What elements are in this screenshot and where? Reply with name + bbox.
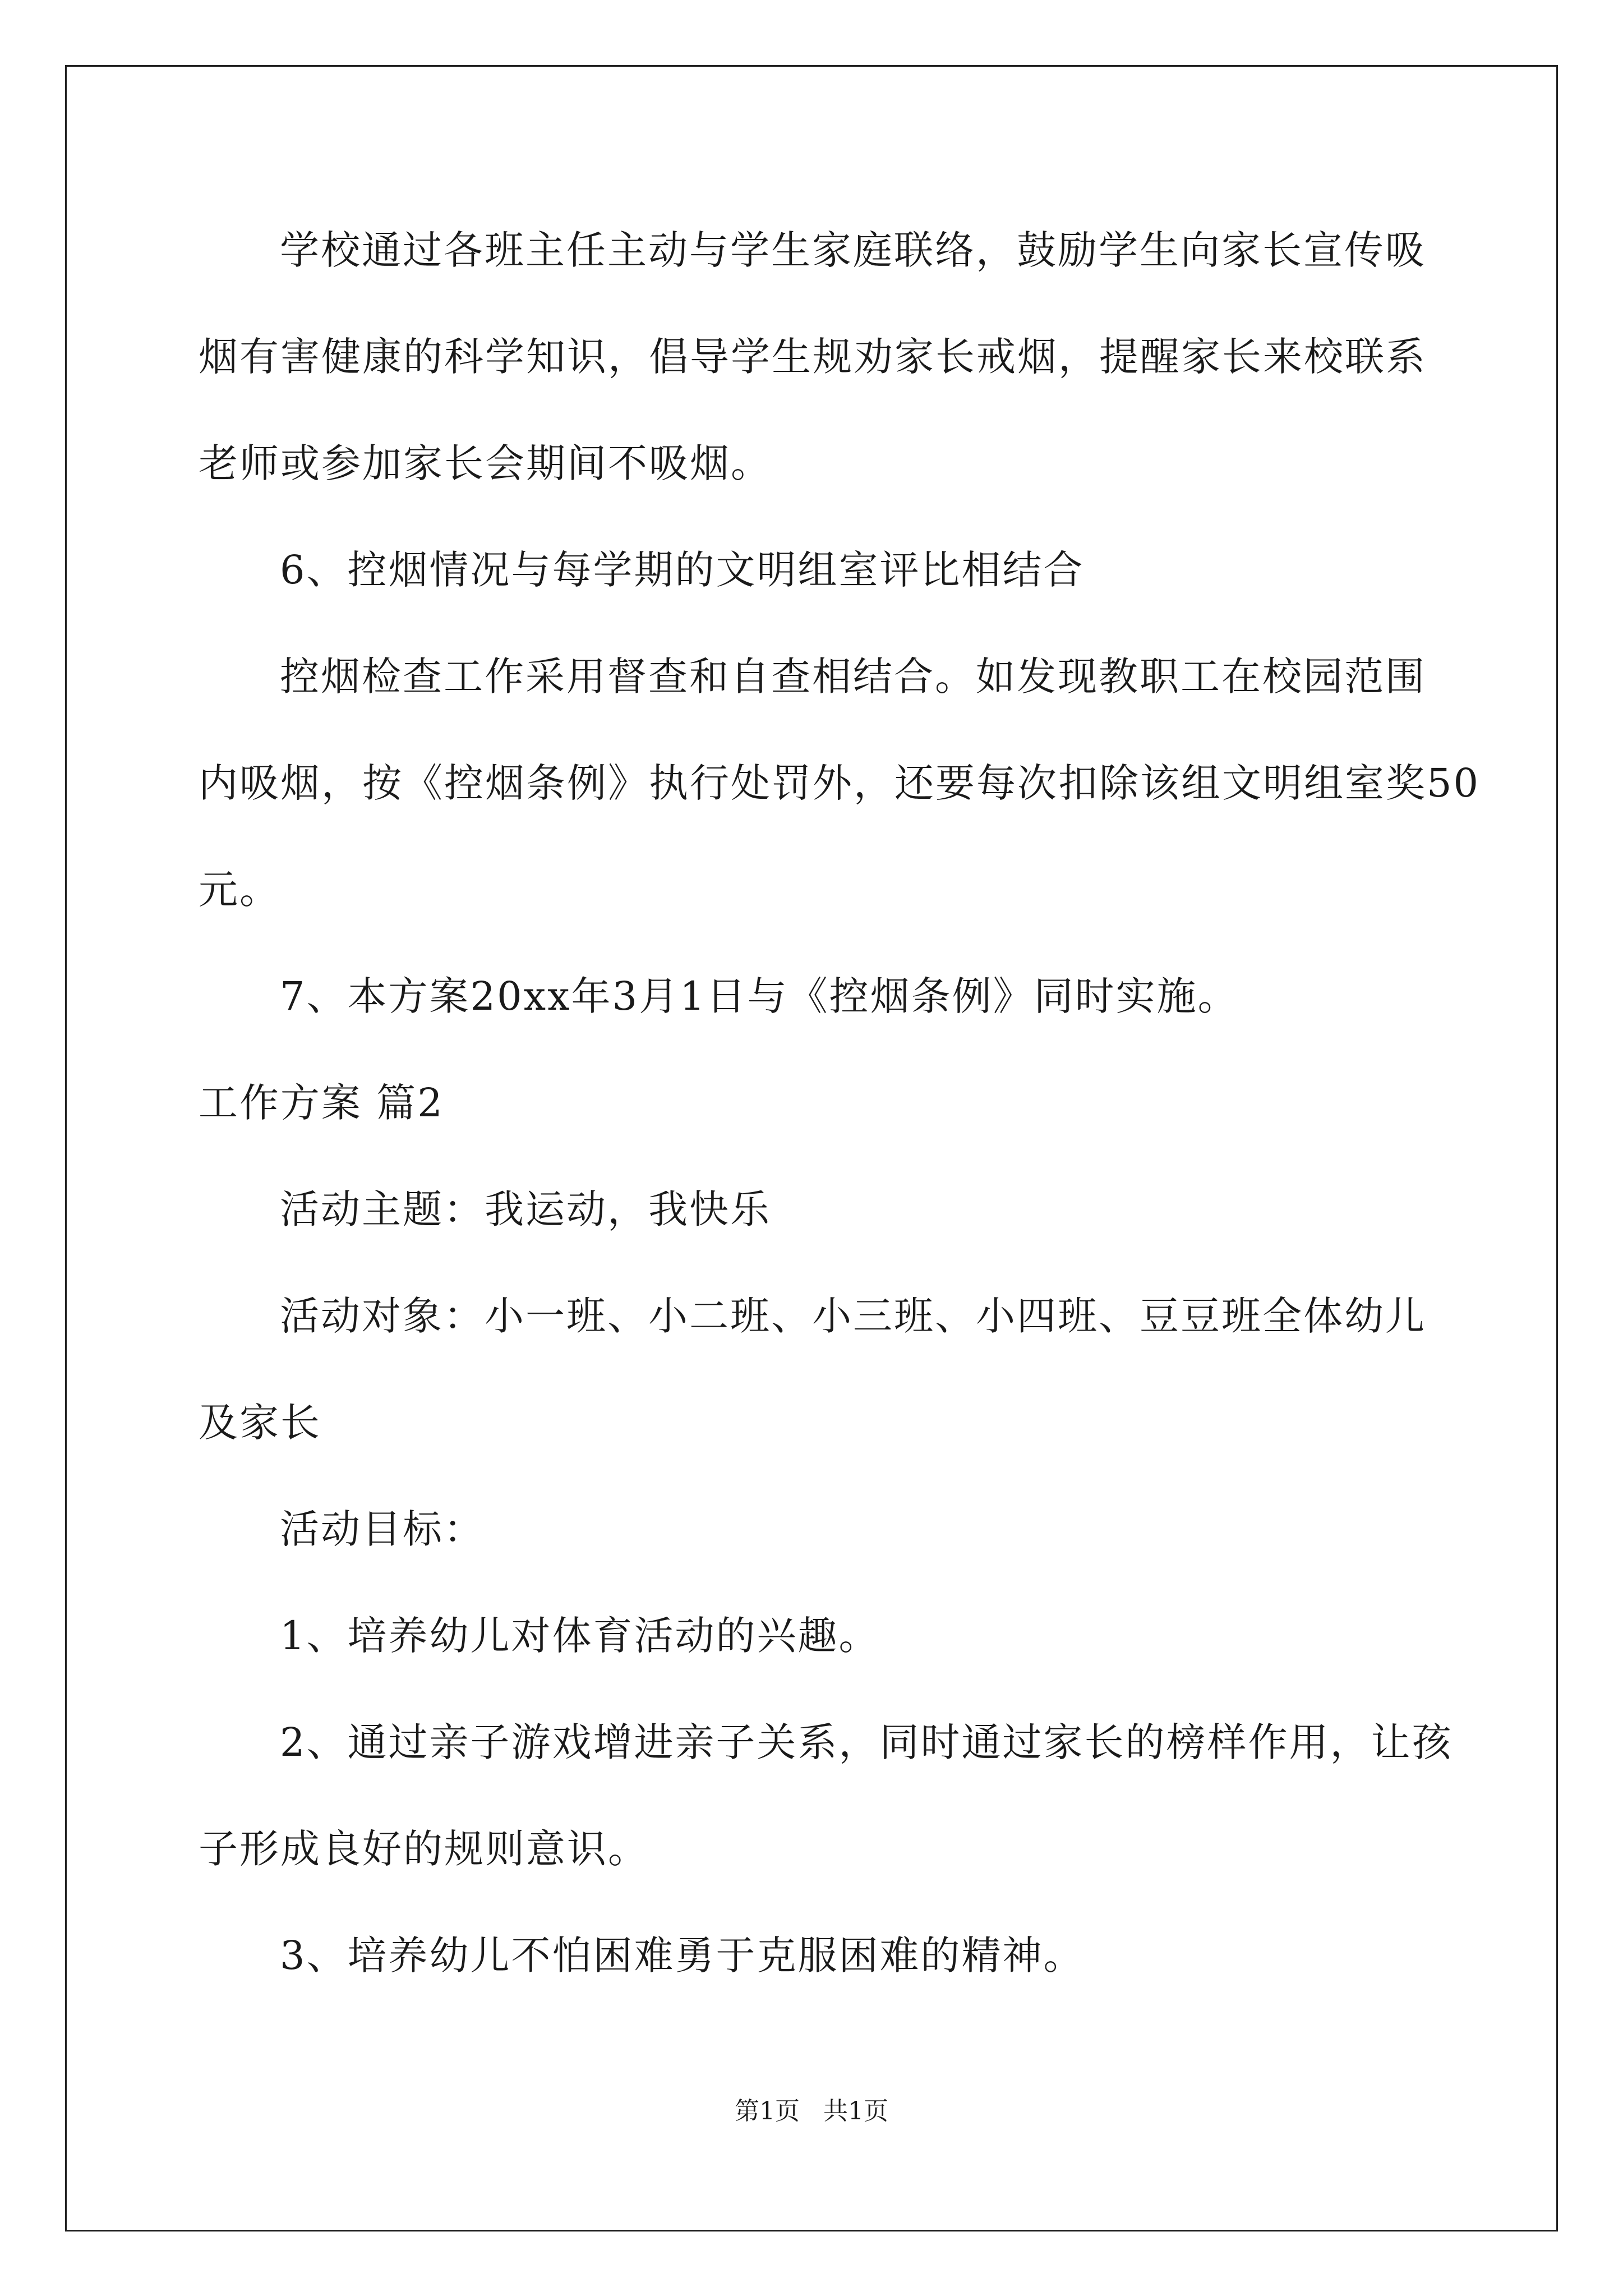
paragraph-line: 烟有害健康的科学知识，倡导学生规劝家长戒烟，提醒家长来校联系 <box>199 334 1427 380</box>
paragraph-line: 活动主题：我运动，我快乐 <box>280 1186 771 1232</box>
list-item: 3、培养幼儿不怕困难勇于克服困难的精神。 <box>280 1932 1085 1978</box>
section-item: 6、控烟情况与每学期的文明组室评比相结合 <box>280 547 1085 593</box>
paragraph-line: 活动对象：小一班、小二班、小三班、小四班、豆豆班全体幼儿 <box>280 1293 1426 1339</box>
paragraph-line: 学校通过各班主任主动与学生家庭联络，鼓励学生向家长宣传吸 <box>280 227 1426 273</box>
paragraph-line: 活动目标： <box>280 1506 485 1552</box>
paragraph-line: 及家长 <box>199 1400 321 1446</box>
page-border <box>65 65 1558 2231</box>
page-number-footer: 第1页 共1页 <box>735 2097 888 2125</box>
paragraph-line: 内吸烟，按《控烟条例》执行处罚外，还要每次扣除该组文明组室奖50 <box>199 760 1481 806</box>
section-item: 7、本方案20xx年3月1日与《控烟条例》同时实施。 <box>280 973 1239 1019</box>
list-item: 子形成良好的规则意识。 <box>199 1826 649 1872</box>
paragraph-line: 元。 <box>199 867 280 913</box>
paragraph-line: 控烟检查工作采用督查和自查相结合。如发现教职工在校园范围 <box>280 654 1426 700</box>
list-item: 2、通过亲子游戏增进亲子关系，同时通过家长的榜样作用，让孩 <box>280 1719 1453 1765</box>
paragraph-line: 老师或参加家长会期间不吸烟。 <box>199 440 772 486</box>
section-heading: 工作方案 篇2 <box>199 1080 444 1126</box>
list-item: 1、培养幼儿对体育活动的兴趣。 <box>280 1613 880 1659</box>
